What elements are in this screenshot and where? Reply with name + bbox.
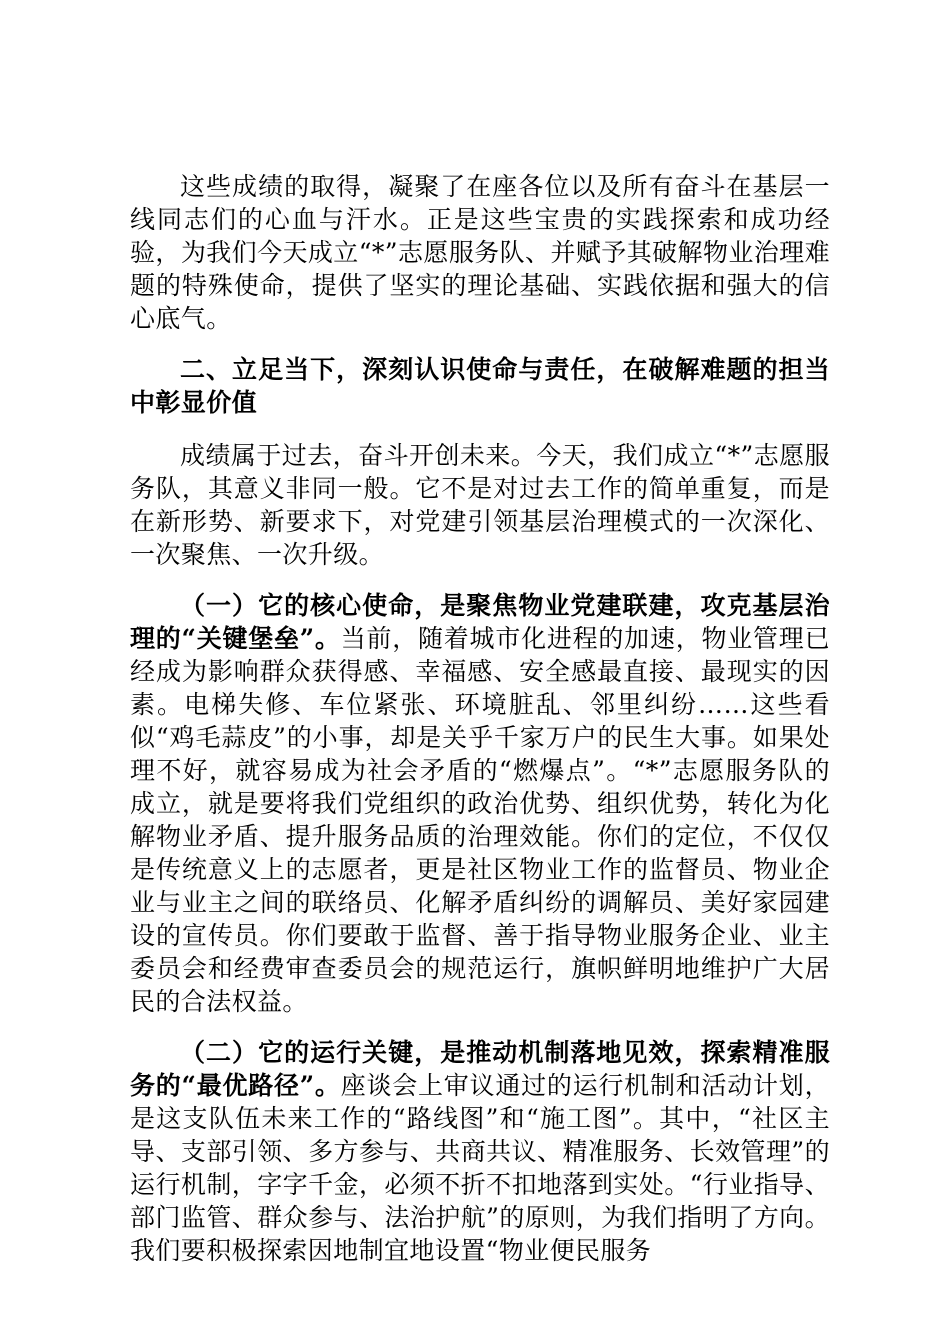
paragraph-core-mission bbox=[130, 589, 830, 1018]
paragraph-achievements bbox=[130, 170, 830, 335]
heading-text: 二、立足当下，深刻认识使命与责任，在破解难题的担当中彰显价值 bbox=[130, 355, 830, 417]
subheading-lead: （一）它的核心使命，是聚焦物业党建联建，攻克基层治理的“关键堡垒”。 bbox=[130, 591, 830, 653]
paragraph-operation-key bbox=[130, 1036, 830, 1267]
paragraph-text: 座谈会上审议通过的运行机制和活动计划，是这支队伍未来工作的“路线图”和“施工图”。其中，“社区主导、支部引领、多方参与、共商共议、精准服务、长效管理”的运行机制，字字千金，必须不折不扣地落到实处。“行业指导、部门监管、群众参与、法治护航”的原则，为我们指明了方向。我们要积极探索因地制宜地设置“物业便民服务 bbox=[130, 1071, 830, 1265]
paragraph-text: 这些成绩的取得，凝聚了在座各位以及所有奋斗在基层一线同志们的心血与汗水。正是这些宝贵的实践探索和成功经验，为我们今天成立“*”志愿服务队、并赋予其破解物业治理难题的特殊使命，提供了坚实的理论基础、实践依据和强大的信心底气。 bbox=[130, 172, 830, 333]
document-body bbox=[130, 170, 830, 1285]
section-heading-2 bbox=[130, 353, 830, 419]
paragraph-text: 成绩属于过去，奋斗开创未来。今天，我们成立“*”志愿服务队，其意义非同一般。它不是对过去工作的简单重复，而是在新形势、新要求下，对党建引领基层治理模式的一次深化、一次聚焦、一次升级。 bbox=[130, 441, 830, 569]
paragraph-mission-intro bbox=[130, 439, 830, 571]
subheading-lead: （二）它的运行关键，是推动机制落地见效，探索精准服务的“最优路径”。 bbox=[130, 1038, 830, 1100]
paragraph-text: 当前，随着城市化进程的加速，物业管理已经成为影响群众获得感、幸福感、安全感最直接、最现实的因素。电梯失修、车位紧张、环境脏乱、邻里纠纷……这些看似“鸡毛蒜皮”的小事，却是关乎千家万户的民生大事。如果处理不好，就容易成为社会矛盾的“燃爆点”。“*”志愿服务队的成立，就是要将我们党组织的政治优势、组织优势，转化为化解物业矛盾、提升服务品质的治理效能。你们的定位，不仅仅是传统意义上的志愿者，更是社区物业工作的监督员、物业企业与业主之间的联络员、化解矛盾纠纷的调解员、美好家园建设的宣传员。你们要敢于监督、善于指导物业服务企业、业主委员会和经费审查委员会的规范运行，旗帜鲜明地维护广大居民的合法权益。 bbox=[130, 624, 830, 1016]
